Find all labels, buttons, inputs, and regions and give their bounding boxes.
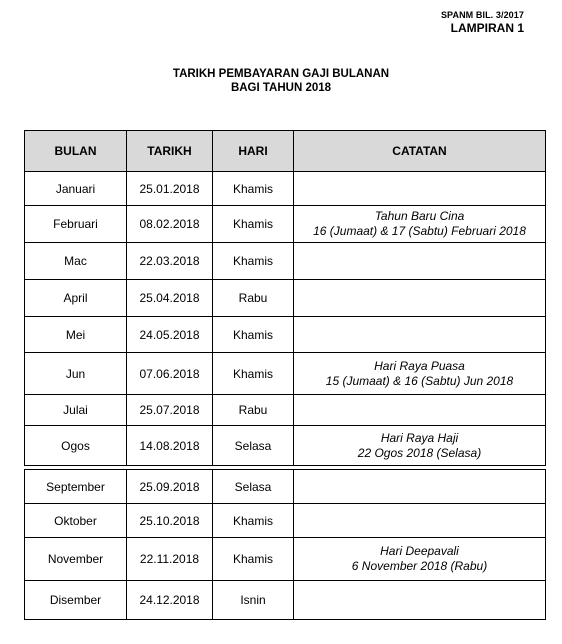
cell-bulan: Oktober (25, 504, 127, 538)
cell-hari: Khamis (213, 538, 294, 581)
annex-label: LAMPIRAN 1 (450, 21, 524, 35)
cell-bulan: Julai (25, 395, 127, 426)
cell-tarikh: 25.07.2018 (127, 395, 213, 426)
table-row (25, 581, 546, 620)
cell-tarikh: 14.08.2018 (127, 426, 213, 466)
cell-tarikh: 24.05.2018 (127, 317, 213, 353)
column-header-tarikh: TARIKH (127, 131, 213, 172)
column-header-catatan: CATATAN (294, 131, 546, 172)
catatan-line-2: 15 (Jumaat) & 16 (Sabtu) Jun 2018 (325, 373, 514, 388)
cell-bulan: Februari (25, 206, 127, 243)
cell-hari: Rabu (213, 280, 294, 317)
cell-hari: Khamis (213, 353, 294, 395)
cell-tarikh: 22.03.2018 (127, 243, 213, 280)
cell-hari: Rabu (213, 395, 294, 426)
cell-catatan (294, 426, 546, 466)
catatan-line-2: 22 Ogos 2018 (Selasa) (357, 445, 482, 460)
catatan-line-1: Tahun Baru Cina (374, 209, 465, 223)
cell-tarikh: 25.01.2018 (127, 172, 213, 206)
cell-tarikh: 25.09.2018 (127, 470, 213, 504)
cell-bulan: April (25, 280, 127, 317)
table-row (25, 470, 546, 504)
catatan-line-2: 16 (Jumaat) & 17 (Sabtu) Februari 2018 (313, 224, 526, 238)
cell-hari: Isnin (213, 581, 294, 620)
cell-bulan: Mei (25, 317, 127, 353)
cell-tarikh: 24.12.2018 (127, 581, 213, 620)
cell-tarikh: 25.10.2018 (127, 504, 213, 538)
table-row (25, 172, 546, 206)
cell-catatan (294, 581, 546, 620)
cell-hari: Selasa (213, 426, 294, 466)
cell-bulan: Jun (25, 353, 127, 395)
column-header-bulan: BULAN (25, 131, 127, 172)
cell-catatan (294, 206, 546, 243)
document-title (0, 67, 562, 95)
table-row (25, 280, 546, 317)
cell-catatan (294, 317, 546, 353)
cell-bulan: Ogos (25, 426, 127, 466)
cell-catatan (294, 280, 546, 317)
title-line-1: TARIKH PEMBAYARAN GAJI BULANAN (172, 68, 390, 80)
cell-hari: Selasa (213, 470, 294, 504)
title-line-2: BAGI TAHUN 2018 (230, 82, 332, 94)
cell-catatan (294, 353, 546, 395)
cell-catatan (294, 395, 546, 426)
catatan-line-1: Hari Raya Puasa (374, 358, 465, 373)
cell-hari: Khamis (213, 243, 294, 280)
cell-catatan (294, 172, 546, 206)
cell-tarikh: 22.11.2018 (127, 538, 213, 581)
cell-tarikh: 08.02.2018 (127, 206, 213, 243)
cell-catatan (294, 470, 546, 504)
document-reference (441, 10, 524, 35)
cell-hari: Khamis (213, 317, 294, 353)
table-row (25, 395, 546, 426)
table-header-row (25, 131, 546, 172)
table-row (25, 538, 546, 581)
cell-bulan: September (25, 470, 127, 504)
cell-hari: Khamis (213, 172, 294, 206)
salary-payment-table (24, 130, 546, 620)
table-row (25, 206, 546, 243)
cell-catatan (294, 504, 546, 538)
cell-hari: Khamis (213, 206, 294, 243)
cell-bulan: November (25, 538, 127, 581)
cell-catatan (294, 538, 546, 581)
reference-code: SPANM BIL. 3/2017 (440, 10, 524, 20)
cell-catatan (294, 243, 546, 280)
table-row (25, 353, 546, 395)
table-row (25, 243, 546, 280)
cell-bulan: Disember (25, 581, 127, 620)
table-row (25, 426, 546, 466)
cell-bulan: Januari (25, 172, 127, 206)
catatan-line-2: 6 November 2018 (Rabu) (351, 559, 488, 573)
cell-tarikh: 25.04.2018 (127, 280, 213, 317)
cell-tarikh: 07.06.2018 (127, 353, 213, 395)
cell-bulan: Mac (25, 243, 127, 280)
cell-hari: Khamis (213, 504, 294, 538)
column-header-hari: HARI (213, 131, 294, 172)
table-row (25, 504, 546, 538)
catatan-line-1: Hari Deepavali (380, 544, 459, 558)
catatan-line-1: Hari Raya Haji (380, 430, 459, 445)
table-row (25, 317, 546, 353)
